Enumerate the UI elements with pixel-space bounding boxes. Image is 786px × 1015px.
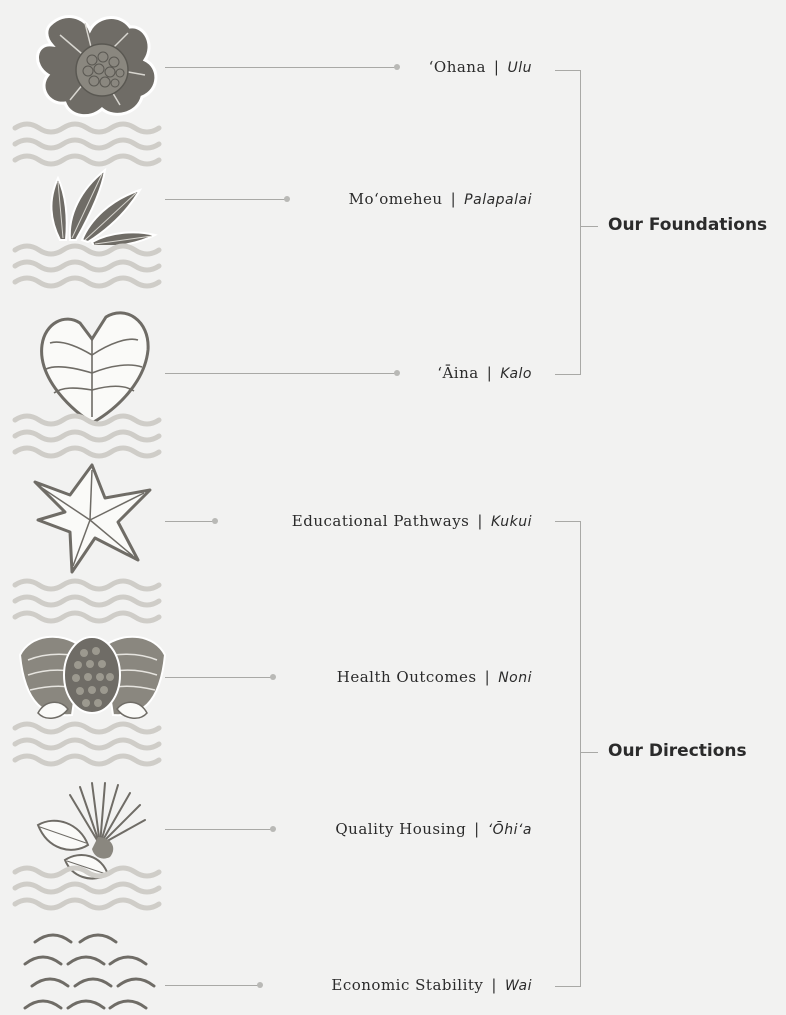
connector-dot xyxy=(284,196,290,202)
row-species: Ulu xyxy=(507,60,532,76)
foundations-bracket xyxy=(555,70,581,375)
label-separator: | xyxy=(474,820,480,838)
row-label xyxy=(331,975,532,996)
row-species: Kalo xyxy=(500,366,532,382)
row-value: Economic Stability xyxy=(331,976,484,994)
label-separator: | xyxy=(486,364,493,382)
connector-dot xyxy=(270,674,276,680)
group-title-directions: Our Directions xyxy=(608,741,747,761)
foundations-bracket-tick xyxy=(580,226,598,227)
wave-pattern-icon xyxy=(10,718,175,772)
row-label xyxy=(292,511,532,532)
connector-dot xyxy=(394,370,400,376)
connector-line xyxy=(165,521,215,522)
row-species: Kukui xyxy=(490,514,532,530)
row-label xyxy=(349,189,532,210)
connector-dot xyxy=(270,826,276,832)
row-value: Quality Housing xyxy=(335,820,467,838)
noni-fruit-icon xyxy=(10,625,175,725)
connector-dot xyxy=(257,982,263,988)
label-separator: | xyxy=(484,668,491,686)
group-title-foundations: Our Foundations xyxy=(608,215,768,235)
row-species: Noni xyxy=(498,670,532,686)
wave-pattern-icon xyxy=(10,240,175,294)
wave-pattern-icon xyxy=(10,575,175,629)
row-label xyxy=(337,667,532,688)
row-species: Palapalai xyxy=(464,192,532,208)
row-value: Mo‘omeheu xyxy=(348,190,443,208)
connector-line xyxy=(165,67,397,68)
row-value: Health Outcomes xyxy=(336,668,477,686)
kukui-leaf-icon xyxy=(10,460,175,580)
wai-water-icon xyxy=(10,920,175,1015)
connector-line xyxy=(165,373,397,374)
palapalai-fern-icon xyxy=(10,160,175,245)
connector-line xyxy=(165,199,287,200)
connector-dot xyxy=(394,64,400,70)
connector-dot xyxy=(212,518,218,524)
row-label xyxy=(437,363,532,384)
connector-line xyxy=(165,829,273,830)
label-separator: | xyxy=(493,58,500,76)
row-value: ‘Āina xyxy=(437,364,479,382)
wave-pattern-icon xyxy=(10,410,175,464)
directions-bracket-tick xyxy=(580,752,598,753)
label-separator: | xyxy=(477,512,483,530)
row-label xyxy=(429,57,532,78)
wave-pattern-icon xyxy=(10,862,175,916)
ulu-breadfruit-icon xyxy=(10,5,175,125)
connector-line xyxy=(165,985,260,986)
row-value: Educational Pathways xyxy=(291,512,470,530)
directions-bracket xyxy=(555,521,581,987)
row-label xyxy=(335,819,532,840)
connector-line xyxy=(165,677,273,678)
row-value: ‘Ohana xyxy=(428,58,486,76)
label-separator: | xyxy=(450,190,457,208)
row-species: ‘Ōhi‘a xyxy=(487,822,532,838)
row-species: Wai xyxy=(504,978,532,994)
label-separator: | xyxy=(491,976,497,994)
